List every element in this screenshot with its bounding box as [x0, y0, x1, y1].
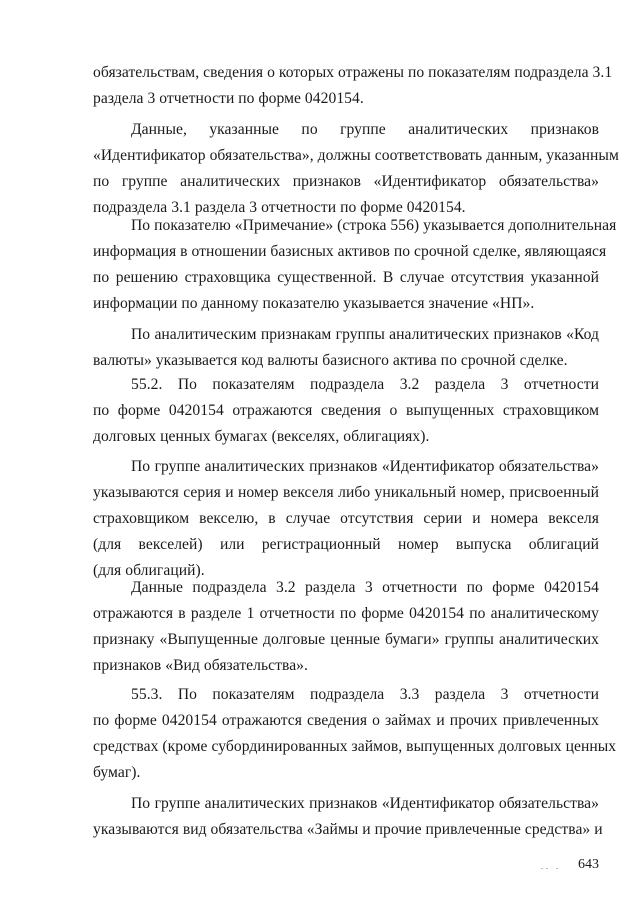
text-line: (для облигаций).: [93, 562, 205, 579]
section-55-2: [93, 372, 599, 450]
text-line: бумаг).: [93, 764, 141, 781]
text-line: указываются вид обязательства «Займы и прочие привлеченные средства» и: [93, 821, 603, 838]
text-line: валюты» указывается код валюты базисного актива по срочной сделке.: [93, 352, 568, 369]
text-line: «Идентификатор обязательства», должны соответствовать данным, указанным: [93, 147, 619, 164]
text-line: Данные, указанные по группе аналитических признаков: [131, 121, 599, 138]
text-line: 55.3. По показателям подраздела 3.3 раздела 3 отчетности: [131, 686, 599, 703]
section-55-3: [93, 682, 617, 786]
text-line: средствах (кроме субординированных займов, выпущенных долговых ценных: [93, 738, 617, 755]
paragraph: [93, 454, 599, 584]
paragraph: [93, 791, 603, 843]
text-line: (для векселей) или регистрационный номер выпуска облигаций: [93, 536, 599, 553]
text-line: По аналитическим признакам группы аналитических признаков «Код: [131, 326, 599, 343]
text-line: По показателю «Примечание» (строка 556) указывается дополнительная: [131, 217, 617, 234]
body-text: [93, 60, 613, 112]
paragraph: [93, 117, 619, 221]
text-line: подраздела 3.1 раздела 3 отчетности по форме 0420154.: [93, 199, 466, 216]
text-line: 55.2. По показателям подраздела 3.2 раздела 3 отчетности: [131, 376, 599, 393]
text-line: раздела 3 отчетности по форме 0420154.: [93, 90, 364, 107]
text-line: по решению страховщика существенной. В случае отсутствия указанной: [93, 269, 599, 286]
paragraph: [93, 575, 599, 679]
text-line: Данные подраздела 3.2 раздела 3 отчетности по форме 0420154: [131, 579, 599, 596]
text-line: по форме 0420154 отражаются сведения о выпущенных страховщиком: [93, 402, 599, 419]
text-line: информация в отношении базисных активов по срочной сделке, являющаяся: [93, 243, 607, 260]
text-line: признаку «Выпущенные долговые ценные бумаги» группы аналитических: [93, 631, 599, 648]
text-line: обязательствам, сведения о которых отражены по показателям подраздела 3.1: [93, 64, 613, 81]
text-line: по форме 0420154 отражаются сведения о займах и прочих привлеченных: [93, 712, 599, 729]
text-line: указываются серия и номер векселя либо уникальный номер, присвоенный: [93, 484, 599, 501]
text-line: по группе аналитических признаков «Идентификатор обязательства»: [93, 173, 599, 190]
paragraph: [93, 213, 617, 317]
text-line: По группе аналитических признаков «Идентификатор обязательства»: [131, 795, 599, 812]
page-number: 643: [578, 857, 599, 872]
text-line: признаков «Вид обязательства».: [93, 657, 308, 674]
scan-specks: .. .: [541, 862, 561, 871]
text-line: По группе аналитических признаков «Идентификатор обязательства»: [131, 458, 599, 475]
text-line: информации по данному показателю указывается значение «НП».: [93, 295, 535, 312]
text-line: страховщиком векселю, в случае отсутствия серии и номера векселя: [93, 510, 599, 527]
text-line: долговых ценных бумагах (векселях, облигациях).: [93, 428, 430, 445]
text-line: отражаются в разделе 1 отчетности по форме 0420154 по аналитическому: [93, 605, 599, 622]
paragraph: [93, 322, 599, 374]
